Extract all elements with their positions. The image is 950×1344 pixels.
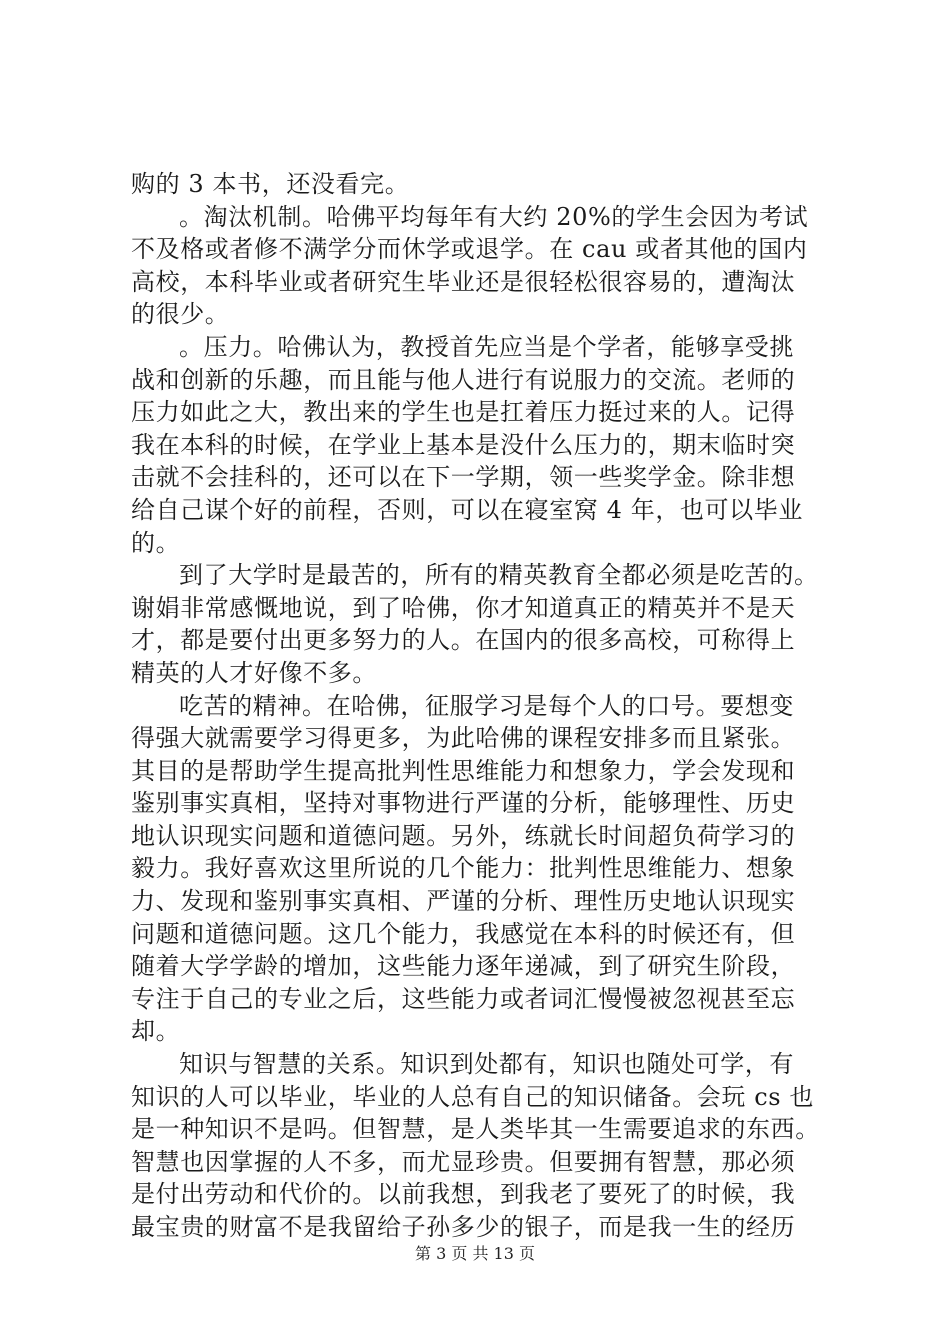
text-line: 专注于自己的专业之后，这些能力或者词汇慢慢被忽视甚至忘 (131, 984, 796, 1013)
text-line: 购的 3 本书，还没看完。 (131, 170, 410, 198)
text-line: 我在本科的时候，在学业上基本是没什么压力的，期末临时突 (131, 430, 796, 459)
text-line: 随着大学学龄的增加，这些能力逐年递减，到了研究生阶段， (131, 952, 796, 981)
text-line: 。淘汰机制。哈佛平均每年有大约 20%的学生会因为考试 (179, 202, 809, 231)
page-footer: 第 3 页 共 13 页 (415, 1244, 535, 1263)
text-line: 到了大学时是最苦的，所有的精英教育全都必须是吃苦的。 (179, 561, 819, 590)
text-line: 是一种知识不是吗。但智慧，是人类毕其一生需要追求的东西。 (131, 1115, 820, 1144)
text-line: 的。 (131, 528, 181, 557)
text-line: 智慧也因掌握的人不多，而尤显珍贵。但要拥有智慧，那必须 (131, 1147, 796, 1176)
text-line: 吃苦的精神。在哈佛，征服学习是每个人的口号。要想变 (179, 691, 794, 720)
text-line: 精英的人才好像不多。 (131, 658, 377, 687)
text-line: 是付出劳动和代价的。以前我想，到我老了要死了的时候，我 (131, 1180, 796, 1209)
text-line: 才，都是要付出更多努力的人。在国内的很多高校，可称得上 (131, 626, 796, 655)
text-line: 知识的人可以毕业，毕业的人总有自己的知识储备。会玩 cs 也 (131, 1082, 815, 1111)
text-line: 战和创新的乐趣，而且能与他人进行有说服力的交流。老师的 (131, 365, 796, 394)
text-line: 的很少。 (131, 300, 230, 329)
text-line: 鉴别事实真相，坚持对事物进行严谨的分析，能够理性、历史 (131, 789, 796, 818)
text-line: 。压力。哈佛认为，教授首先应当是个学者，能够享受挑 (179, 332, 794, 361)
text-line: 谢娟非常感慨地说，到了哈佛，你才知道真正的精英并不是天 (131, 593, 796, 622)
text-line: 最宝贵的财富不是我留给子孙多少的银子，而是我一生的经历 (131, 1213, 796, 1241)
text-line: 得强大就需要学习得更多，为此哈佛的课程安排多而且紧张。 (131, 724, 796, 753)
text-line: 压力如此之大，教出来的学生也是扛着压力挺过来的人。记得 (131, 398, 796, 427)
text-line: 高校，本科毕业或者研究生毕业还是很轻松很容易的，遭淘汰 (131, 267, 796, 296)
text-line: 却。 (131, 1017, 181, 1046)
text-line: 力、发现和鉴别事实真相、严谨的分析、理性历史地认识现实 (131, 887, 796, 916)
text-line: 其目的是帮助学生提高批判性思维能力和想象力，学会发现和 (131, 756, 796, 785)
text-line: 毅力。我好喜欢这里所说的几个能力：批判性思维能力、想象 (131, 854, 796, 883)
text-line: 地认识现实问题和道德问题。另外，练就长时间超负荷学习的 (131, 821, 796, 850)
text-line: 知识与智慧的关系。知识到处都有，知识也随处可学，有 (179, 1050, 794, 1079)
text-line: 不及格或者修不满学分而休学或退学。在 cau 或者其他的国内 (131, 235, 808, 264)
text-line: 击就不会挂科的，还可以在下一学期，领一些奖学金。除非想 (131, 463, 796, 492)
text-line: 给自己谋个好的前程，否则，可以在寝室窝 4 年，也可以毕业 (131, 495, 803, 524)
text-line: 问题和道德问题。这几个能力，我感觉在本科的时候还有，但 (131, 919, 796, 948)
document-body (131, 168, 831, 1244)
